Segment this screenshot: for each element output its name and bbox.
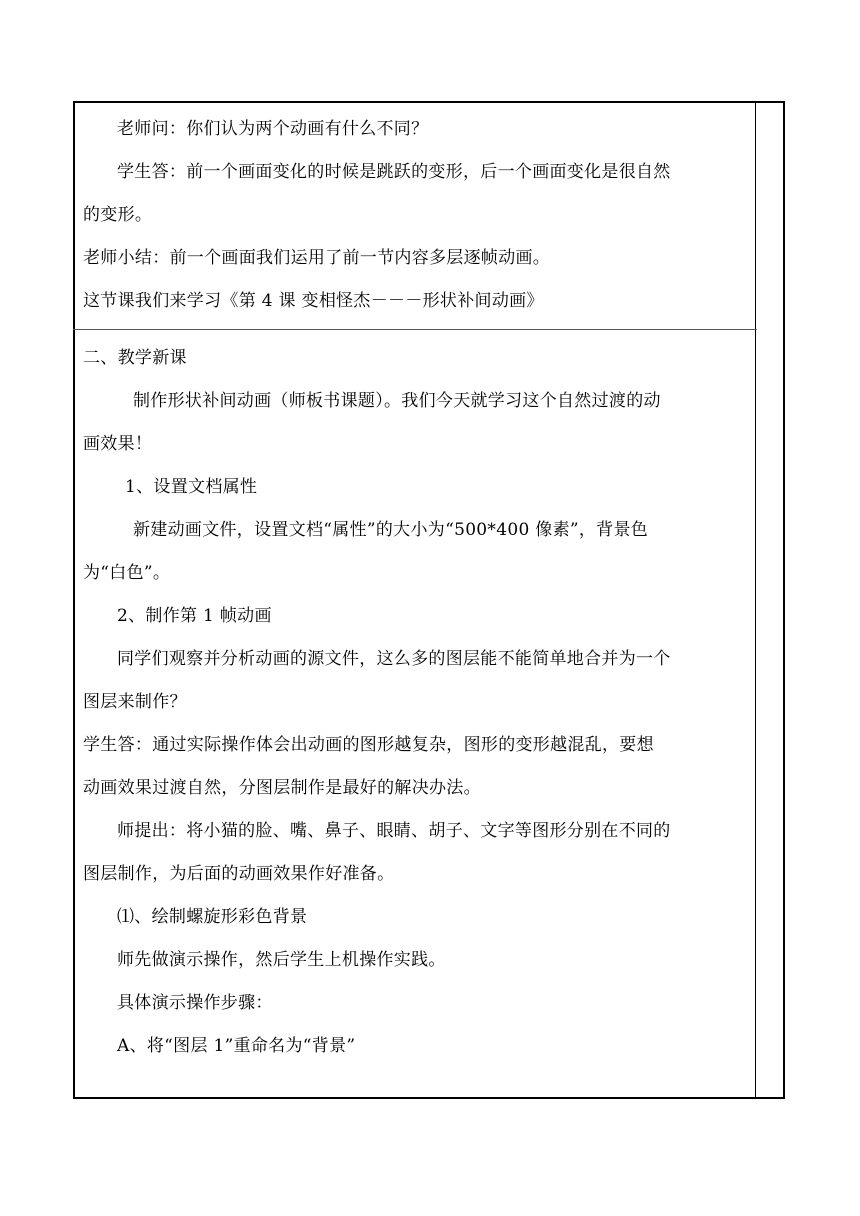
paragraph-observe-cont: 图层来制作？ <box>83 692 187 712</box>
lesson-table <box>73 101 785 1099</box>
table-cell-review <box>83 108 749 323</box>
table-bottom-border <box>73 1097 785 1099</box>
paragraph-student-answer-cont: 的变形。 <box>83 205 153 225</box>
paragraph-teacher-question: 老师问：你们认为两个动画有什么不同？ <box>117 119 429 139</box>
paragraph-student-answer: 学生答：前一个画面变化的时候是跳跃的变形，后一个画面变化是很自然 <box>117 162 671 182</box>
step-heading-1: 1、设置文档属性 <box>125 477 258 497</box>
paragraph-step-a: A、将“图层 1”重命名为“背景” <box>117 1036 356 1056</box>
paragraph-lesson-intro: 这节课我们来学习《第 4 课 变相怪杰－－－形状补间动画》 <box>83 291 544 311</box>
table-left-border <box>73 101 75 1099</box>
paragraph-student-answer-2-cont: 动画效果过渡自然，分图层制作是最好的解决办法。 <box>83 778 481 798</box>
paragraph-intro-cont: 画效果！ <box>83 434 153 454</box>
table-row-divider <box>73 329 757 330</box>
paragraph-intro: 制作形状补间动画（师板书课题）。我们今天就学习这个自然过渡的动 <box>133 391 661 411</box>
table-inner-right-border <box>755 101 756 1099</box>
paragraph-demo: 师先做演示操作，然后学生上机操作实践。 <box>117 950 446 970</box>
paragraph-steps-label: 具体演示操作步骤： <box>117 993 273 1013</box>
substep-heading-1: ⑴、绘制螺旋形彩色背景 <box>117 907 308 927</box>
paragraph-observe: 同学们观察并分析动画的源文件，这么多的图层能不能简单地合并为一个 <box>117 649 671 669</box>
paragraph-teacher-proposal: 师提出：将小猫的脸、嘴、鼻子、眼睛、胡子、文字等图形分别在不同的 <box>117 821 671 841</box>
paragraph-teacher-proposal-cont: 图层制作，为后面的动画效果作好准备。 <box>83 864 395 884</box>
table-outer-right-border <box>783 101 785 1099</box>
paragraph-document-settings-cont: 为“白色”。 <box>83 563 171 583</box>
step-heading-2: 2、制作第 1 帧动画 <box>117 606 272 626</box>
table-top-border <box>73 101 785 103</box>
paragraph-document-settings: 新建动画文件，设置文档“属性”的大小为“500*400 像素”，背景色 <box>133 520 649 540</box>
section-heading: 二、教学新课 <box>83 348 187 368</box>
paragraph-teacher-summary: 老师小结：前一个画面我们运用了前一节内容多层逐帧动画。 <box>83 248 551 268</box>
paragraph-student-answer-2: 学生答：通过实际操作体会出动画的图形越复杂，图形的变形越混乱，要想 <box>83 735 654 755</box>
table-cell-new-lesson <box>83 337 749 1068</box>
